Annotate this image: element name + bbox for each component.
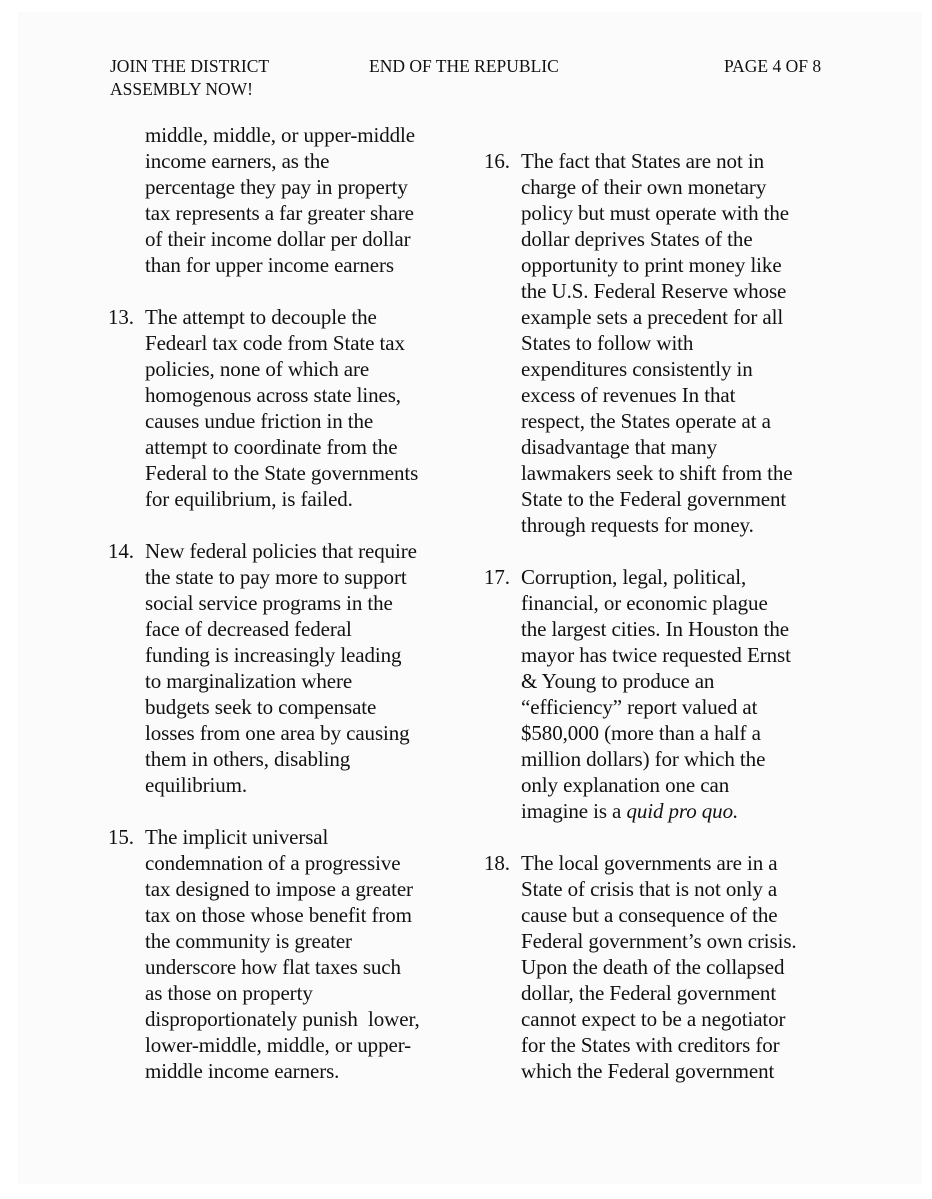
text-line: social service programs in the: [145, 591, 393, 615]
text-line: which the Federal government: [521, 1059, 775, 1083]
text-line: the U.S. Federal Reserve whose: [521, 279, 787, 303]
text-line: as those on property: [145, 981, 313, 1005]
list-number: 13.: [108, 305, 134, 329]
text-line: funding is increasingly leading: [145, 643, 402, 667]
text-line: losses from one area by causing: [145, 721, 410, 745]
header-left: [110, 55, 300, 101]
list-number: 16.: [484, 149, 510, 173]
text-line: The attempt to decouple the: [145, 305, 377, 329]
text-line: budgets seek to compensate: [145, 695, 377, 719]
text-line: causes undue friction in the: [145, 409, 374, 433]
text-line: attempt to coordinate from the: [145, 435, 398, 459]
list-item-continuation: [108, 122, 468, 278]
text-line: homogenous across state lines,: [145, 383, 401, 407]
header-left-line: JOIN THE DISTRICT: [110, 56, 270, 76]
list-number: 14.: [108, 539, 134, 563]
header-title: END OF THE REPUBLIC: [369, 56, 559, 76]
text-line: Corruption, legal, political,: [521, 565, 747, 589]
text-line: opportunity to print money like: [521, 253, 782, 277]
text-line: Upon the death of the collapsed: [521, 955, 785, 979]
text-line: mayor has twice requested Ernst: [521, 643, 791, 667]
header-page-number: PAGE 4 OF 8: [724, 56, 822, 76]
text-line: [521, 798, 864, 824]
text-line: only explanation one can: [521, 773, 730, 797]
text-line: than for upper income earners: [145, 253, 394, 277]
text-line: State to the Federal government: [521, 487, 787, 511]
text-line: the state to pay more to support: [145, 565, 407, 589]
text-line: expenditures consistently in: [521, 357, 753, 381]
text-line: financial, or economic plague: [521, 591, 768, 615]
text-line: underscore how flat taxes such: [145, 955, 401, 979]
text-line: Federal to the State governments: [145, 461, 419, 485]
text-line: disproportionately punish lower,: [145, 1007, 420, 1031]
list-item-13: [108, 304, 468, 512]
text-line: policies, none of which are: [145, 357, 370, 381]
list-number: 17.: [484, 565, 510, 589]
text-line: the community is greater: [145, 929, 352, 953]
list-item-18: [484, 850, 864, 1084]
text-line: excess of revenues In that: [521, 383, 736, 407]
text-line: the largest cities. In Houston the: [521, 617, 789, 641]
text-line: middle, middle, or upper-middle: [145, 123, 416, 147]
text-line: cannot expect to be a negotiator: [521, 1007, 786, 1031]
text-line: dollar, the Federal government: [521, 981, 777, 1005]
text-line: example sets a precedent for all: [521, 305, 784, 329]
list-item-16: [484, 148, 864, 538]
left-column: [108, 122, 468, 1110]
text-fragment: imagine is a: [521, 799, 627, 823]
text-line: them in others, disabling: [145, 747, 351, 771]
text-line: State of crisis that is not only a: [521, 877, 778, 901]
text-line: through requests for money.: [521, 513, 754, 537]
text-line: for equilibrium, is failed.: [145, 487, 353, 511]
text-line: & Young to produce an: [521, 669, 715, 693]
text-line: condemnation of a progressive: [145, 851, 401, 875]
text-line: for the States with creditors for: [521, 1033, 780, 1057]
text-line: policy but must operate with the: [521, 201, 789, 225]
list-item-17: [484, 564, 864, 824]
text-line: The fact that States are not in: [521, 149, 764, 173]
text-line: disadvantage that many: [521, 435, 718, 459]
text-line: New federal policies that require: [145, 539, 417, 563]
text-line: equilibrium.: [145, 773, 248, 797]
list-number: 18.: [484, 851, 510, 875]
list-item-15: [108, 824, 468, 1084]
text-line: The implicit universal: [145, 825, 329, 849]
text-line: face of decreased federal: [145, 617, 352, 641]
list-number: 15.: [108, 825, 134, 849]
text-line: cause but a consequence of the: [521, 903, 778, 927]
list-item-14: [108, 538, 468, 798]
text-line: dollar deprives States of the: [521, 227, 753, 251]
header-left-line: ASSEMBLY NOW!: [110, 79, 253, 99]
text-line: Federal government’s own crisis.: [521, 929, 797, 953]
text-line: Fedearl tax code from State tax: [145, 331, 405, 355]
text-line: lower-middle, middle, or upper-: [145, 1033, 412, 1057]
text-line: middle income earners.: [145, 1059, 340, 1083]
text-line: tax on those whose benefit from: [145, 903, 412, 927]
right-column: [484, 148, 864, 1110]
text-line: million dollars) for which the: [521, 747, 766, 771]
text-line: tax represents a far greater share: [145, 201, 414, 225]
text-line: of their income dollar per dollar: [145, 227, 411, 251]
document-page: [18, 12, 922, 1184]
text-line: The local governments are in a: [521, 851, 778, 875]
text-line: States to follow with: [521, 331, 694, 355]
text-line: charge of their own monetary: [521, 175, 767, 199]
text-line: tax designed to impose a greater: [145, 877, 413, 901]
text-line: lawmakers seek to shift from the: [521, 461, 793, 485]
text-line: percentage they pay in property: [145, 175, 408, 199]
text-line: $580,000 (more than a half a: [521, 721, 761, 745]
text-line: “efficiency” report valued at: [521, 695, 758, 719]
text-line: income earners, as the: [145, 149, 330, 173]
italic-phrase: quid pro quo.: [626, 799, 739, 823]
text-line: respect, the States operate at a: [521, 409, 771, 433]
text-line: to marginalization where: [145, 669, 353, 693]
